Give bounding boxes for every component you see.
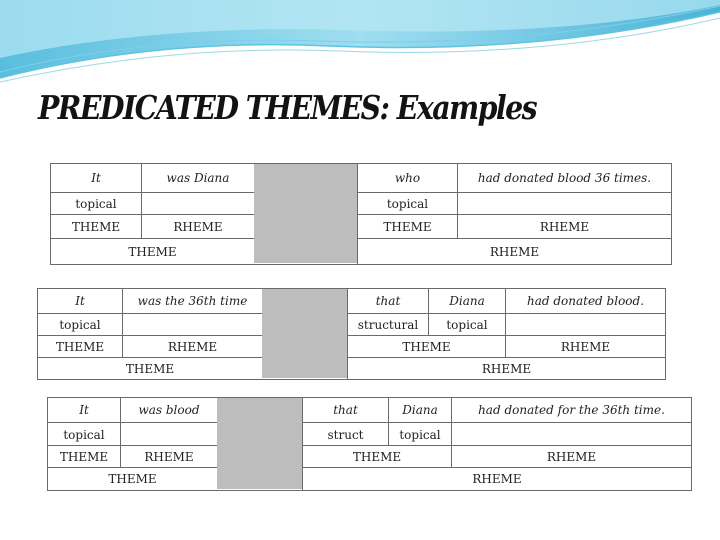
cell-theme: THEME: [347, 336, 505, 358]
cell-struct: struct: [302, 423, 388, 446]
cell-clause: had donated for the 36th time.: [451, 398, 691, 422]
cell-rheme: RHEME: [141, 215, 254, 239]
slide-title: PREDICATED THEMES: Examples: [38, 88, 537, 127]
cell-topical: topical: [388, 423, 451, 446]
cell-predicator: was Diana: [141, 164, 254, 192]
cell-empty: [120, 423, 217, 446]
cell-topical: topical: [59, 318, 101, 332]
cell-topical: topical: [75, 197, 117, 211]
cell-empty: [451, 423, 691, 446]
table-row: [48, 467, 691, 490]
cell-rheme: RHEME: [347, 358, 665, 379]
cell-rheme: RHEME: [451, 446, 691, 468]
cell-empty: [457, 193, 671, 215]
cell-empty: [122, 314, 262, 336]
cell-it: It: [75, 294, 85, 308]
cell-empty: [141, 193, 254, 215]
decorative-wave-banner: [0, 0, 720, 95]
cell-clause: had donated blood.: [505, 289, 665, 313]
cell-topical: topical: [357, 193, 457, 215]
cell-rheme: RHEME: [120, 446, 217, 468]
cell-who: who: [357, 164, 457, 192]
cell-empty: [505, 314, 665, 336]
table-row: [51, 192, 671, 215]
cell-it: It: [91, 171, 101, 185]
gray-separator-block: [254, 164, 357, 263]
cell-topical: topical: [63, 427, 105, 442]
gray-separator-block: [262, 289, 347, 378]
table-row: [51, 214, 671, 239]
cell-predicator: was blood: [120, 398, 217, 422]
example-table-1: [50, 163, 672, 265]
example-table-2: [37, 288, 666, 380]
table-row: [48, 398, 691, 422]
cell-rheme: RHEME: [302, 468, 691, 490]
cell-that: that: [302, 398, 388, 422]
cell-rheme: RHEME: [357, 239, 671, 264]
cell-theme: THEME: [357, 215, 457, 239]
table-row: [48, 422, 691, 446]
cell-it: It: [79, 403, 89, 417]
cell-theme: THEME: [59, 450, 109, 464]
gray-separator-block: [217, 398, 302, 489]
cell-structural: structural: [347, 314, 428, 336]
cell-diana: Diana: [388, 398, 451, 422]
table-row: [38, 335, 665, 358]
table-row: [38, 357, 665, 379]
cell-theme: THEME: [108, 472, 157, 486]
cell-topical: topical: [428, 314, 505, 336]
cell-clause: had donated blood 36 times.: [457, 164, 671, 192]
table-row: [38, 313, 665, 336]
table-row: [51, 164, 671, 192]
table-row: [38, 289, 665, 313]
table-row: [48, 445, 691, 468]
cell-rheme: RHEME: [122, 336, 262, 358]
example-table-3: [47, 397, 692, 491]
cell-diana: Diana: [428, 289, 505, 313]
cell-theme: THEME: [125, 361, 175, 376]
cell-theme: THEME: [55, 340, 105, 354]
cell-theme: THEME: [71, 220, 121, 234]
cell-theme: THEME: [302, 446, 451, 468]
cell-theme: THEME: [128, 244, 177, 259]
cell-rheme: RHEME: [457, 215, 671, 239]
cell-rheme: RHEME: [505, 336, 665, 358]
cell-predicator: was the 36th time: [122, 289, 262, 313]
cell-that: that: [347, 289, 428, 313]
table-row: [51, 238, 671, 264]
